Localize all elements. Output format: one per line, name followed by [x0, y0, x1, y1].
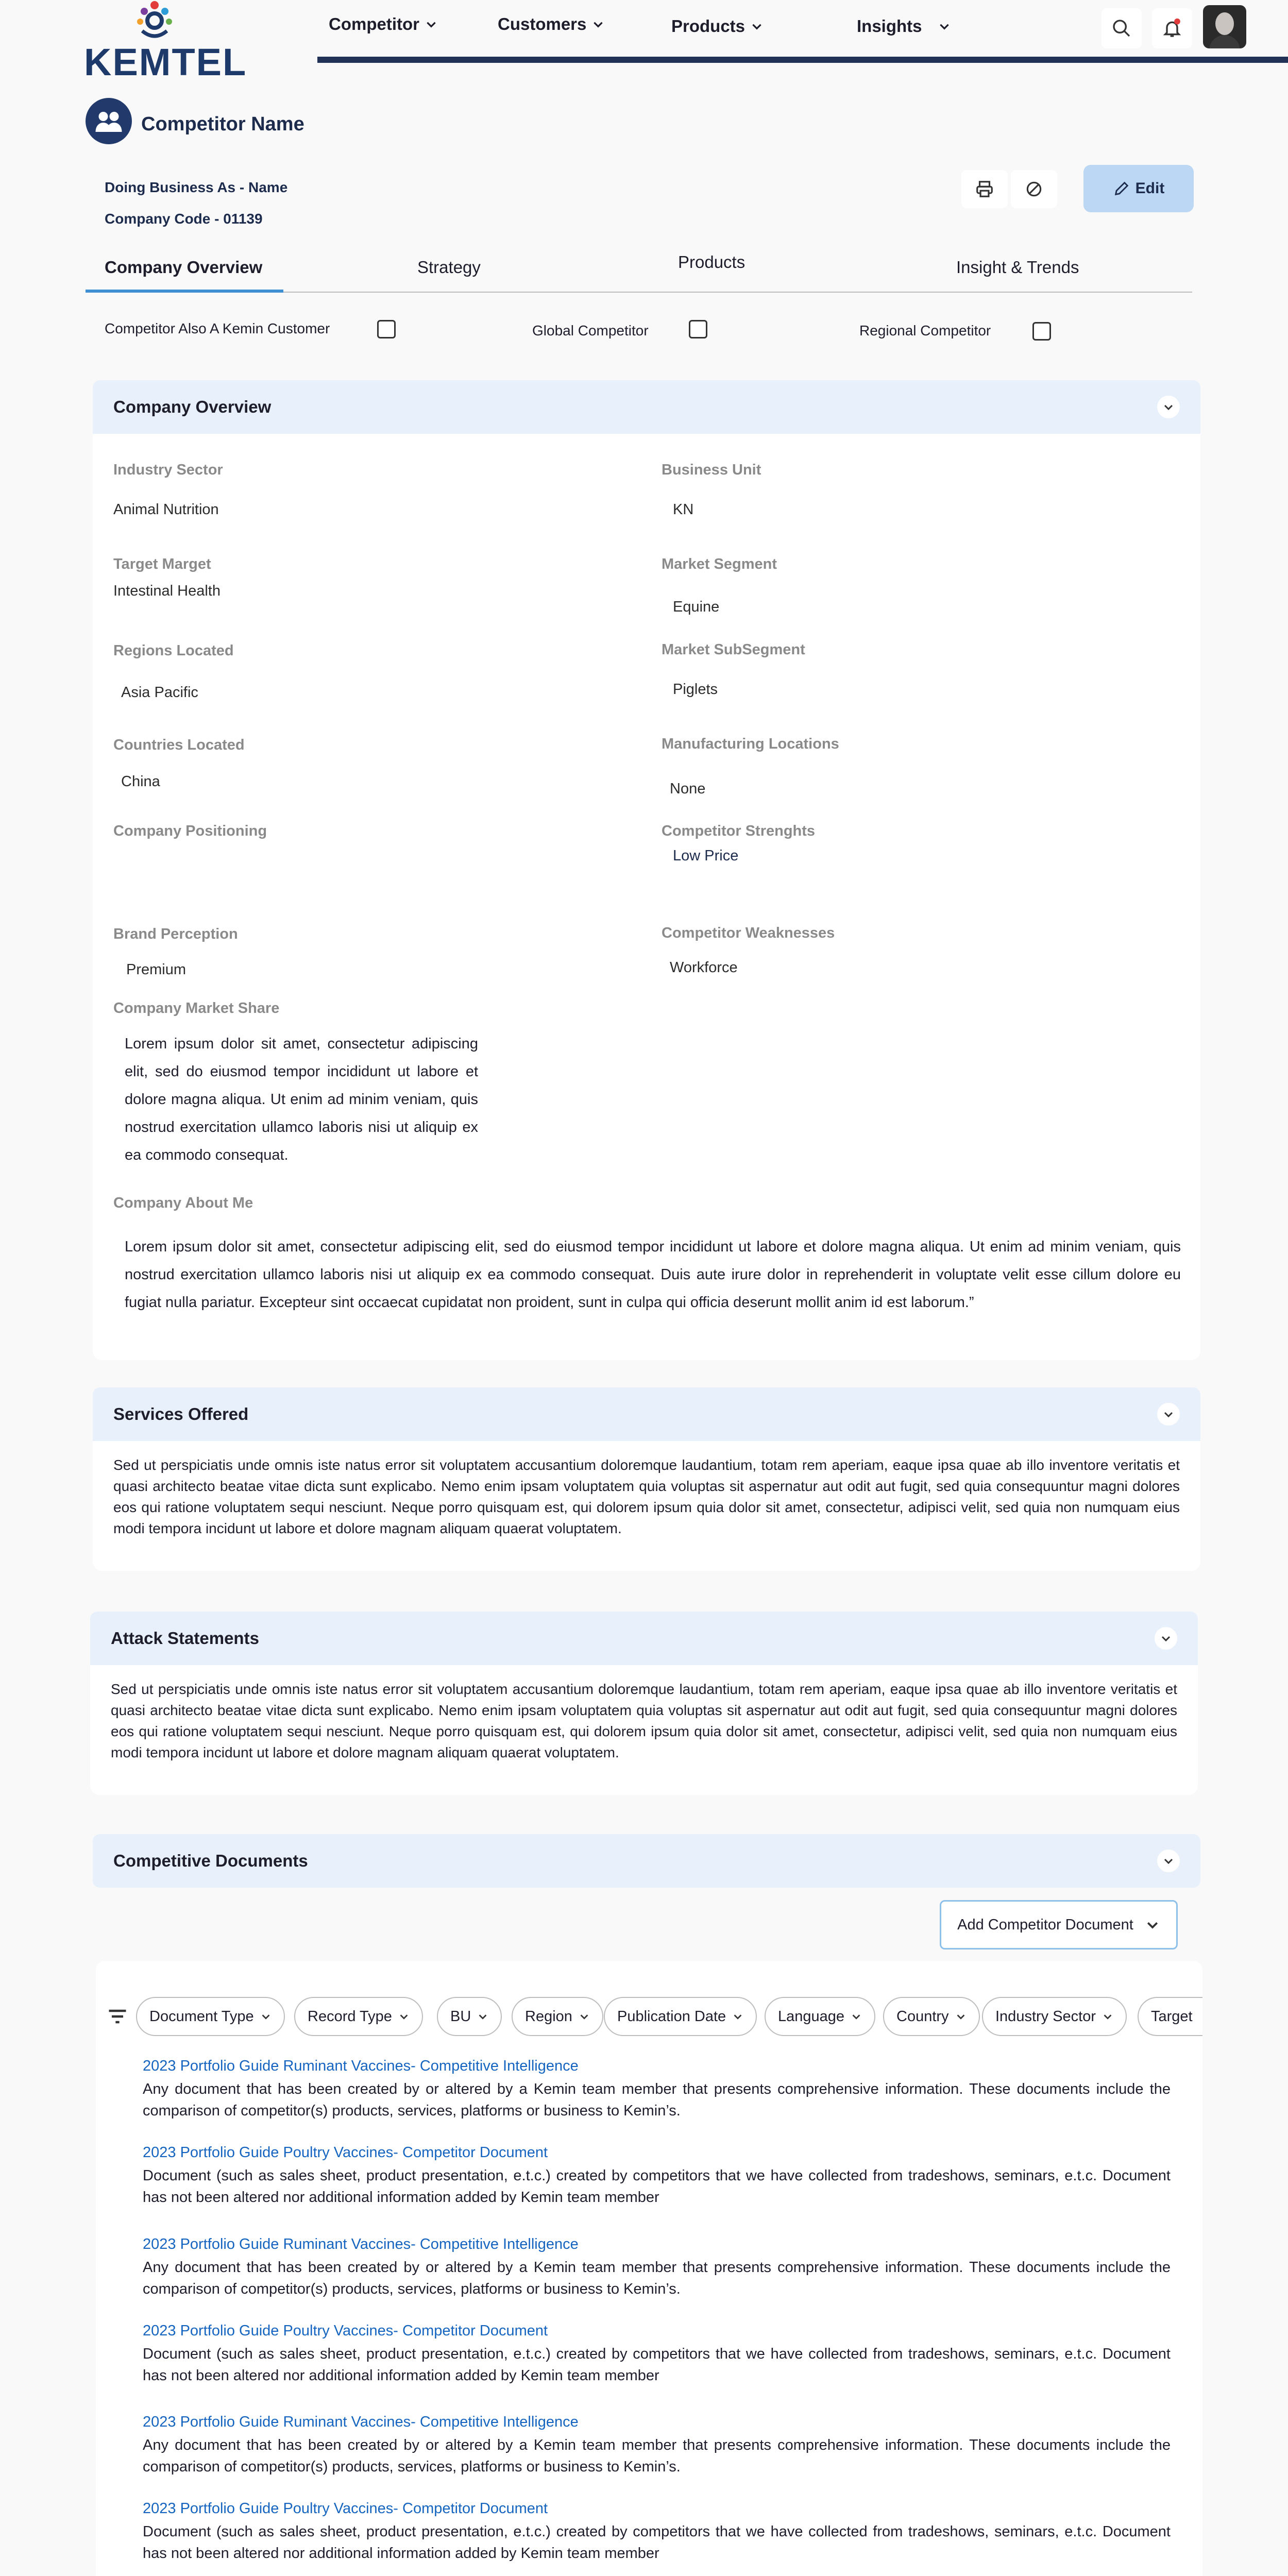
- document-description: Document (such as sales sheet, product presentation, e.t.c.) created by competitors that we have collected from tradeshows, seminars, e.t.c. Document has not been altered nor additional information added by Kemin team member: [143, 2167, 1171, 2206]
- chevron-down-icon: [425, 18, 438, 31]
- market-share-value: Lorem ipsum dolor sit amet, consectetur adipiscing elit, sed do eiusmod tempor incididunt ut labore et dolore magna aliqua. Ut enim ad minim veniam, quis nostrud exercitation ullamco laboris nisi ut aliquip ex ea commodo consequat.: [125, 1036, 478, 1163]
- competitor-strengths-label: Competitor Strenghts: [662, 823, 816, 839]
- company-overview-title: Company Overview: [113, 397, 272, 416]
- competitor-icon: [86, 98, 132, 144]
- filter-chip-label: Publication Date: [617, 2008, 726, 2025]
- document-description: Any document that has been created by or altered by a Kemin team member that presents comprehensive information. These documents include the comparison of competitor(s) products, services, platforms or business to Kemin’s.: [143, 2081, 1171, 2119]
- tab-insight-trends[interactable]: Insight & Trends: [956, 258, 1079, 277]
- target-market-value: Intestinal Health: [113, 583, 221, 599]
- add-competitor-document-label: Add Competitor Document: [957, 1916, 1133, 1933]
- industry-sector-value: Animal Nutrition: [113, 501, 219, 518]
- bell-icon: [1162, 18, 1182, 39]
- collapse-toggle[interactable]: [1155, 1627, 1177, 1650]
- services-offered-title: Services Offered: [113, 1404, 249, 1423]
- market-segment-label: Market Segment: [662, 556, 777, 572]
- kemtel-logo-mark: [129, 0, 180, 40]
- company-positioning-label: Company Positioning: [113, 823, 267, 839]
- filter-chip-language[interactable]: [765, 1997, 875, 2036]
- filter-button[interactable]: [106, 2005, 129, 2030]
- chevron-down-icon: [579, 2011, 590, 2022]
- countries-located-label: Countries Located: [113, 737, 245, 753]
- services-offered-card: [93, 1387, 1200, 1571]
- filter-chip-label: Industry Sector: [995, 2008, 1096, 2025]
- chevron-down-icon: [477, 2011, 488, 2022]
- tab-products[interactable]: Products: [678, 252, 745, 272]
- filter-chip-document-type[interactable]: [136, 1997, 285, 2036]
- market-subsegment-label: Market SubSegment: [662, 641, 805, 658]
- competitor-weaknesses-value: Workforce: [670, 959, 738, 976]
- nav-customers-label: Customers: [498, 14, 587, 33]
- filter-chip-label: Record Type: [308, 2008, 392, 2025]
- industry-sector-label: Industry Sector: [113, 462, 223, 478]
- filter-chip-region[interactable]: [512, 1997, 603, 2036]
- filter-chip-country[interactable]: [883, 1997, 980, 2036]
- about-me-value: Lorem ipsum dolor sit amet, consectetur adipiscing elit, sed do eiusmod tempor incididunt ut labore et dolore magna aliqua. Ut enim ad minim veniam, quis nostrud exercitation ullamco laboris nisi ut aliquip ex ea commodo consequat. Duis aute irure dolor in reprehenderit in voluptate velit esse cillum dolore eu fugiat nulla pariatur. Excepteur sint occaecat cupidatat non proident, sunt in culpa qui officia deserunt mollit anim id est laborum.”: [125, 1239, 1181, 1311]
- edit-button-label: Edit: [1135, 180, 1165, 197]
- filter-chip-label: Country: [896, 2008, 949, 2025]
- nav-underline-bar: [317, 57, 1288, 63]
- notifications-button[interactable]: [1152, 8, 1192, 48]
- block-icon: [1024, 179, 1044, 199]
- chevron-down-icon: [1160, 1632, 1172, 1645]
- kemin-customer-label: Competitor Also A Kemin Customer: [105, 320, 330, 336]
- doing-business-as: Doing Business As - Name: [105, 179, 288, 195]
- nav-insights[interactable]: [857, 16, 951, 36]
- tab-strategy[interactable]: Strategy: [417, 258, 481, 277]
- chevron-down-icon: [398, 2011, 410, 2022]
- nav-products-label: Products: [671, 16, 745, 36]
- services-offered-header[interactable]: [93, 1387, 1200, 1441]
- chevron-down-icon: [260, 2011, 272, 2022]
- countries-located-value: China: [121, 773, 160, 790]
- document-description: Document (such as sales sheet, product presentation, e.t.c.) created by competitors that we have collected from tradeshows, seminars, e.t.c. Document has not been altered nor additional information added by Kemin team member: [143, 2523, 1171, 2562]
- services-offered-text: Sed ut perspiciatis unde omnis iste natus error sit voluptatem accusantium doloremque laudantium, totam rem aperiam, eaque ipsa quae ab illo inventore veritatis et quasi architecto beatae vitae dicta sunt explicabo. Nemo enim ipsam voluptatem quia voluptas sit aspernatur aut odit aut fugit, sed quia consequuntur magni dolores eos qui ratione voluptatem sequi nesciunt. Neque porro quisquam est, qui dolorem ipsum quia dolor sit amet, consectetur, adipisci velit, sed quia non numquam eius modi tempora incidunt ut labore et dolore magnam aliquam quaerat voluptatem.: [113, 1457, 1180, 1536]
- target-market-label: Target Marget: [113, 556, 211, 572]
- active-tab-indicator: [86, 290, 283, 293]
- document-link[interactable]: 2023 Portfolio Guide Poultry Vaccines- Competitor Document: [143, 2323, 548, 2339]
- global-competitor-label: Global Competitor: [532, 323, 649, 338]
- nav-products[interactable]: [671, 16, 764, 36]
- document-description: Any document that has been created by or altered by a Kemin team member that presents comprehensive information. These documents include the comparison of competitor(s) products, services, platforms or business to Kemin’s.: [143, 2259, 1171, 2297]
- market-share-label: Company Market Share: [113, 1000, 280, 1016]
- search-icon: [1111, 18, 1132, 39]
- nav-customers[interactable]: [498, 14, 605, 34]
- chevron-down-icon: [732, 2011, 743, 2022]
- filter-chip-bu[interactable]: [437, 1997, 502, 2036]
- brand-perception-value: Premium: [126, 961, 187, 978]
- filter-chip-label: BU: [450, 2008, 471, 2025]
- document-link[interactable]: 2023 Portfolio Guide Ruminant Vaccines- Competitive Intelligence: [143, 2058, 579, 2074]
- add-competitor-document-button[interactable]: [940, 1900, 1178, 1950]
- kemin-customer-checkbox[interactable]: [377, 320, 396, 338]
- company-code: Company Code - 01139: [105, 211, 263, 227]
- chevron-down-icon: [1162, 401, 1175, 413]
- market-subsegment-value: Piglets: [673, 681, 718, 698]
- competitive-documents-card: [93, 1834, 1200, 1888]
- competitive-documents-header[interactable]: [93, 1834, 1200, 1888]
- filter-chip-label: Language: [778, 2008, 845, 2025]
- global-competitor-checkbox[interactable]: [689, 320, 707, 338]
- edit-button[interactable]: [1083, 165, 1194, 212]
- document-description: Document (such as sales sheet, product presentation, e.t.c.) created by competitors that we have collected from tradeshows, seminars, e.t.c. Document has not been altered nor additional information added by Kemin team member: [143, 2346, 1171, 2384]
- filter-chip-label: Document Type: [149, 2008, 254, 2025]
- attack-statements-text: Sed ut perspiciatis unde omnis iste natus error sit voluptatem accusantium doloremque laudantium, totam rem aperiam, eaque ipsa quae ab illo inventore veritatis et quasi architecto beatae vitae dicta sunt explicabo. Nemo enim ipsam voluptatem quia voluptas sit aspernatur aut odit aut fugit, sed quia consequuntur magni dolores eos qui ratione voluptatem sequi nesciunt. Neque porro quisquam est, qui dolorem ipsum quia dolor sit amet, consectetur, adipisci velit, sed quia non numquam eius modi tempora incidunt ut labore et dolore magnam aliquam quaerat voluptatem.: [111, 1681, 1177, 1760]
- nav-competitor[interactable]: [329, 14, 438, 34]
- chevron-down-icon: [1162, 1855, 1175, 1867]
- document-link[interactable]: 2023 Portfolio Guide Poultry Vaccines- Competitor Document: [143, 2500, 548, 2517]
- collapse-toggle[interactable]: [1157, 1403, 1180, 1426]
- disable-button[interactable]: [1011, 170, 1057, 208]
- regions-located-value: Asia Pacific: [121, 684, 198, 701]
- filter-chip-record-type[interactable]: [294, 1997, 423, 2036]
- filter-chip-publication-date[interactable]: [604, 1997, 757, 2036]
- filter-chip-industry-sector[interactable]: [982, 1997, 1127, 2036]
- filter-icon: [106, 2005, 129, 2028]
- chevron-down-icon: [591, 18, 605, 31]
- about-me-label: Company About Me: [113, 1195, 253, 1211]
- market-segment-value: Equine: [673, 599, 720, 615]
- filter-chip-label: Target: [1151, 2008, 1193, 2025]
- regional-competitor-checkbox[interactable]: [1032, 322, 1051, 341]
- tab-company-overview[interactable]: Company Overview: [105, 258, 263, 277]
- business-unit-value: KN: [673, 501, 694, 518]
- attack-statements-title: Attack Statements: [111, 1629, 259, 1648]
- print-button[interactable]: [961, 170, 1008, 208]
- company-overview-card: [93, 380, 1200, 1360]
- chevron-down-icon: [750, 20, 764, 33]
- search-button[interactable]: [1101, 8, 1142, 48]
- filter-chip-target[interactable]: [1138, 1997, 1202, 2036]
- business-unit-label: Business Unit: [662, 462, 761, 478]
- chevron-down-icon: [851, 2011, 862, 2022]
- manufacturing-locations-value: None: [670, 781, 706, 797]
- collapse-toggle[interactable]: [1157, 396, 1180, 418]
- printer-icon: [975, 179, 994, 199]
- collapse-toggle[interactable]: [1157, 1850, 1180, 1872]
- document-description: Any document that has been created by or altered by a Kemin team member that presents comprehensive information. These documents include the comparison of competitor(s) products, services, platforms or business to Kemin’s.: [143, 2437, 1171, 2475]
- attack-statements-header[interactable]: [90, 1612, 1198, 1665]
- kemtel-logo-text[interactable]: KEMTEL: [84, 41, 247, 83]
- attack-statements-card: [90, 1612, 1198, 1795]
- competitor-strengths-value: Low Price: [673, 848, 739, 864]
- chevron-down-icon: [955, 2011, 967, 2022]
- company-overview-header[interactable]: [93, 380, 1200, 434]
- competitor-weaknesses-label: Competitor Weaknesses: [662, 925, 835, 941]
- brand-perception-label: Brand Perception: [113, 926, 238, 942]
- chevron-down-icon: [1145, 1917, 1160, 1933]
- user-avatar[interactable]: [1203, 5, 1246, 48]
- filter-chip-label: Region: [525, 2008, 572, 2025]
- regions-located-label: Regions Located: [113, 642, 234, 659]
- document-link[interactable]: 2023 Portfolio Guide Ruminant Vaccines- Competitive Intelligence: [143, 2236, 579, 2252]
- pencil-icon: [1113, 180, 1130, 197]
- document-link[interactable]: 2023 Portfolio Guide Poultry Vaccines- Competitor Document: [143, 2144, 548, 2161]
- chevron-down-icon: [938, 20, 951, 33]
- chevron-down-icon: [1162, 1408, 1175, 1420]
- nav-insights-label: Insights: [857, 16, 922, 36]
- manufacturing-locations-label: Manufacturing Locations: [662, 736, 839, 752]
- competitor-name: Competitor Name: [141, 113, 304, 135]
- regional-competitor-label: Regional Competitor: [859, 323, 991, 338]
- competitive-documents-title: Competitive Documents: [113, 1851, 308, 1870]
- document-link[interactable]: 2023 Portfolio Guide Ruminant Vaccines- Competitive Intelligence: [143, 2414, 579, 2430]
- chevron-down-icon: [1102, 2011, 1113, 2022]
- nav-competitor-label: Competitor: [329, 14, 419, 33]
